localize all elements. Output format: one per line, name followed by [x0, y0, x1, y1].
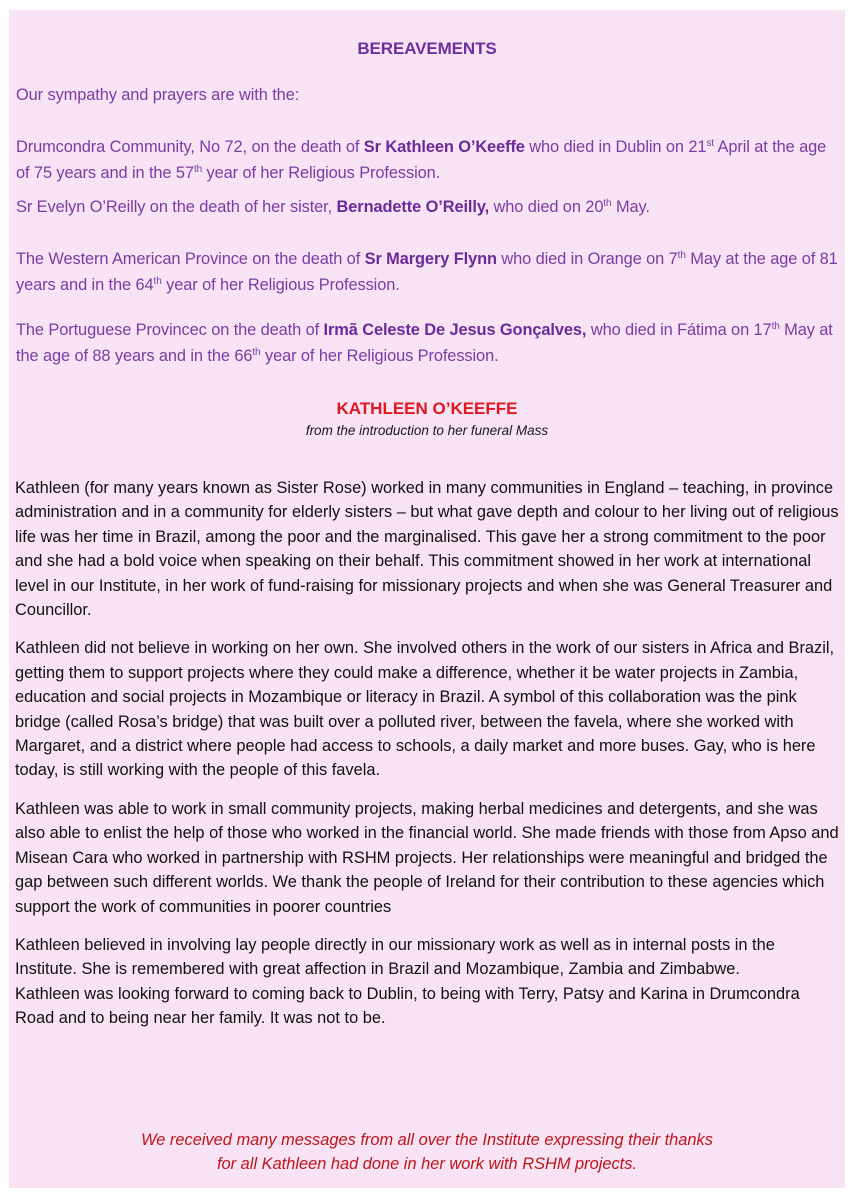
article-header [9, 398, 845, 440]
deceased-name: Irmã Celeste De Jesus Gonçalves, [323, 321, 587, 339]
deceased-name: Sr Margery Flynn [364, 250, 497, 268]
bereavement-entry: The Portuguese Provincec on the death of Irmã Celeste De Jesus Gonçalves, who died in Fátima on 17th May at the age of 88 years and in the 66th year of her Religious Profession. [16, 321, 833, 365]
bereavements-intro: Our sympathy and prayers are with the: [16, 86, 300, 104]
deceased-name: Bernadette O’Reilly, [336, 198, 490, 216]
article-paragraph: Kathleen was able to work in small community projects, making herbal medicines and detergents, and she was also able to enlist the help of those who worked in the financial world. She made friends with those from Apso and Misean Cara who worked in partnership with RSHM projects. Her relationships were meaningful and bridged the gap between such different worlds. We thank the people of Ireland for their contribution to these agencies which support the work of communities in poorer countries [15, 799, 839, 916]
newsletter-page [9, 10, 845, 1188]
article-paragraph: Kathleen was looking forward to coming back to Dublin, to being with Terry, Patsy and Karina in Drumcondra Road and to being near her family. It was not to be. [15, 984, 800, 1028]
article-title: KATHLEEN O’KEEFFE [336, 399, 518, 418]
deceased-name: Sr Kathleen O’Keeffe [363, 138, 525, 156]
closing-line: for all Kathleen had done in her work with RSHM projects. [217, 1155, 637, 1173]
article-body [15, 476, 841, 1031]
article-paragraph: Kathleen (for many years known as Sister Rose) worked in many communities in England – teaching, in province administration and in a community for elderly sisters – but what gave depth and colour to her living out of religious life was her time in Brazil, among the poor and the marginalised. This gave her a strong commitment to the poor and she had a bold voice when speaking on their behalf. This commitment showed in her work at international level in our Institute, in her work of fund-raising for missionary projects and when she was General Treasurer and Councillor. [15, 479, 839, 620]
closing-line: We received many messages from all over the Institute expressing their thanks [141, 1131, 713, 1149]
bereavement-entry: The Western American Province on the death of Sr Margery Flynn who died in Orange on 7th May at the age of 81 years and in the 64th year of her Religious Profession. [16, 250, 838, 294]
article-paragraph: Kathleen did not believe in working on her own. She involved others in the work of our sisters in Africa and Brazil, getting them to support projects where they could make a difference, whether it be water projects in Zambia, education and social projects in Mozambique or literacy in Brazil. A symbol of this collaboration was the pink bridge (called Rosa’s bridge) that was built over a polluted river, between the favela, where she worked with Margaret, and a district where people had access to schools, a daily market and more buses. Gay, who is here today, is still working with the people of this favela. [15, 639, 835, 780]
closing-note [9, 1128, 845, 1176]
bereavements-heading: BEREAVEMENTS [357, 39, 497, 58]
bereavement-entry: Sr Evelyn O’Reilly on the death of her sister, Bernadette O’Reilly, who died on 20th May. [16, 198, 650, 216]
article-paragraph: Kathleen believed in involving lay people directly in our missionary work as well as in internal posts in the Institute. She is remembered with great affection in Brazil and Mozambique, Zambia and Zimbabwe. [15, 935, 775, 979]
bereavement-entry: Drumcondra Community, No 72, on the death of Sr Kathleen O’Keeffe who died in Dublin on 21st April at the age of 75 years and in the 57th year of her Religious Profession. [16, 138, 827, 182]
bereavements-section [16, 10, 838, 365]
article-subtitle: from the introduction to her funeral Mass [305, 423, 549, 438]
